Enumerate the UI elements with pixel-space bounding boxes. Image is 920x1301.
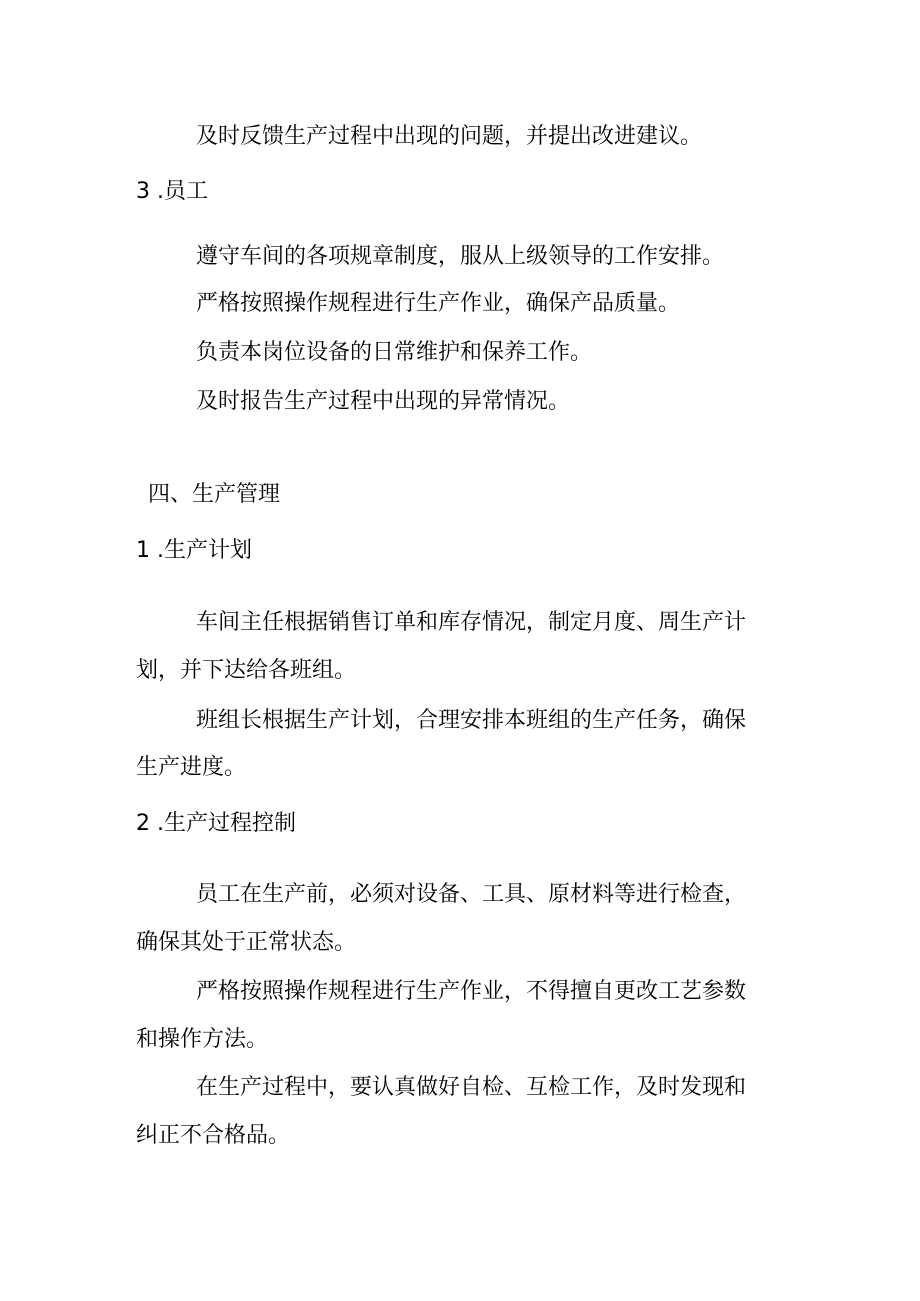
heading-section-4: 四、生产管理: [148, 482, 281, 507]
heading-employee: 3 .员工: [136, 179, 208, 204]
paragraph-line: 纠正不合格品。: [136, 1123, 291, 1148]
employee-item: 负责本岗位设备的日常维护和保养工作。: [196, 340, 593, 365]
heading-production-plan: 1 .生产计划: [136, 538, 252, 563]
employee-item: 遵守车间的各项规章制度，服从上级领导的工作安排。: [196, 244, 725, 269]
paragraph-line: 生产进度。: [136, 755, 247, 780]
paragraph-line: 车间主任根据销售订单和库存情况，制定月度、周生产计: [196, 610, 747, 635]
paragraph-line: 划，并下达给各班组。: [136, 658, 357, 683]
employee-item: 严格按照操作规程进行生产作业，确保产品质量。: [196, 291, 681, 316]
paragraph-line: 班组长根据生产计划，合理安排本班组的生产任务，确保: [196, 708, 747, 733]
paragraph-line: 严格按照操作规程进行生产作业，不得擅自更改工艺参数: [196, 979, 747, 1004]
paragraph-line: 员工在生产前，必须对设备、工具、原材料等进行检查，: [196, 882, 747, 907]
paragraph-line: 在生产过程中，要认真做好自检、互检工作，及时发现和: [196, 1075, 747, 1100]
paragraph-line: 确保其处于正常状态。: [136, 930, 357, 955]
paragraph-feedback: 及时反馈生产过程中出现的问题，并提出改进建议。: [196, 124, 703, 149]
heading-process-control: 2 .生产过程控制: [136, 811, 296, 836]
employee-item: 及时报告生产过程中出现的异常情况。: [196, 389, 571, 414]
paragraph-line: 和操作方法。: [136, 1027, 269, 1052]
